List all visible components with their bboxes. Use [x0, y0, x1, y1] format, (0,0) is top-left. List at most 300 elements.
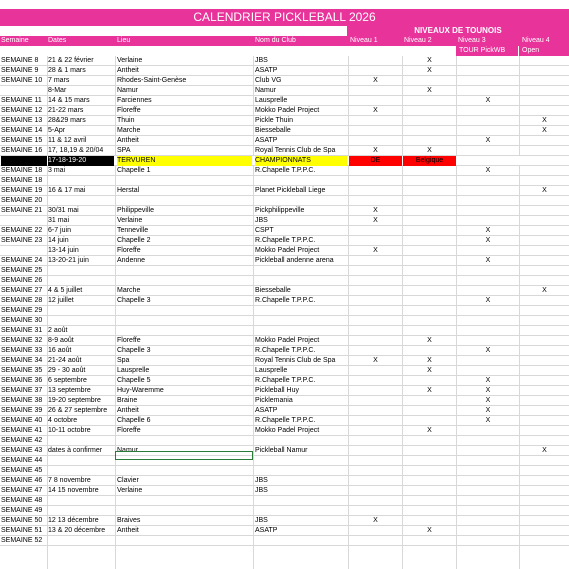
cell-lieu[interactable]: Herstal: [117, 187, 140, 194]
cell-semaine[interactable]: SEMAINE 16: [1, 147, 43, 154]
cell-club[interactable]: [255, 536, 347, 546]
cell-n4[interactable]: [520, 206, 569, 216]
cell-semaine[interactable]: SEMAINE 23: [1, 237, 43, 244]
cell-semaine[interactable]: SEMAINE 12: [1, 107, 43, 114]
cell-club[interactable]: Namur: [255, 87, 277, 94]
cell-dates[interactable]: 4 & 5 juillet: [48, 287, 83, 294]
cell-lieu[interactable]: [117, 316, 252, 326]
cell-n1[interactable]: X: [373, 357, 378, 364]
cell-lieu[interactable]: Huy-Waremme: [117, 387, 164, 394]
cell-n4[interactable]: [520, 196, 569, 206]
cell-n4[interactable]: [520, 536, 569, 546]
cell-n4[interactable]: [520, 236, 569, 246]
cell-n3[interactable]: [457, 286, 519, 296]
cell-n1[interactable]: [349, 336, 402, 346]
cell-n4[interactable]: [520, 386, 569, 396]
cell-n2[interactable]: X: [427, 387, 432, 394]
cell-dates[interactable]: 8-9 août: [48, 337, 74, 344]
cell-n3[interactable]: [457, 216, 519, 226]
cell-n3[interactable]: [457, 116, 519, 126]
cell-lieu[interactable]: Chapelle 2: [117, 237, 151, 244]
cell-semaine[interactable]: SEMAINE 25: [1, 267, 43, 274]
cell-n4[interactable]: [520, 256, 569, 266]
cell-n1[interactable]: [349, 176, 402, 186]
cell-n1[interactable]: [349, 506, 402, 516]
cell-n4[interactable]: [520, 506, 569, 516]
cell-n1[interactable]: X: [373, 147, 378, 154]
cell-n3[interactable]: X: [485, 377, 491, 384]
cell-n3[interactable]: [457, 536, 519, 546]
cell-club[interactable]: Club VG: [255, 77, 282, 84]
cell-lieu[interactable]: Antheit: [117, 67, 139, 74]
cell-n4[interactable]: X: [542, 287, 547, 294]
cell-club[interactable]: R.Chapelle T.P.P.C.: [255, 297, 316, 304]
cell-n2[interactable]: [403, 486, 456, 496]
cell-semaine[interactable]: SEMAINE 50: [1, 517, 43, 524]
cell-dates[interactable]: 12 juillet: [48, 297, 74, 304]
cell-n1[interactable]: X: [373, 77, 378, 84]
cell-lieu[interactable]: Philippeville: [117, 207, 154, 214]
cell-n2[interactable]: [403, 466, 456, 476]
cell-dates[interactable]: 29 - 30 août: [48, 367, 86, 374]
cell-club[interactable]: R.Chapelle T.P.P.C.: [255, 417, 316, 424]
cell-semaine[interactable]: [1, 216, 47, 226]
cell-club[interactable]: ASATP: [255, 407, 278, 414]
cell-n1[interactable]: [349, 196, 402, 206]
cell-semaine[interactable]: SEMAINE 24: [1, 257, 43, 264]
cell-dates[interactable]: 10-11 octobre: [48, 427, 91, 434]
cell-semaine[interactable]: SEMAINE 43: [1, 447, 43, 454]
cell-n3[interactable]: [457, 316, 519, 326]
cell-club[interactable]: R.Chapelle T.P.P.C.: [255, 167, 316, 174]
cell-dates[interactable]: 14 & 15 mars: [48, 97, 90, 104]
cell-dates[interactable]: 12 13 décembre: [48, 517, 99, 524]
cell-club[interactable]: Lausprelle: [255, 97, 288, 104]
cell-lieu[interactable]: Chapelle 1: [117, 167, 151, 174]
cell-n1[interactable]: [349, 256, 402, 266]
cell-lieu[interactable]: Floreffe: [117, 247, 141, 254]
cell-lieu[interactable]: [117, 536, 252, 546]
cell-n4[interactable]: [520, 416, 569, 426]
cell-semaine[interactable]: SEMAINE 46: [1, 477, 43, 484]
cell-semaine[interactable]: [1, 246, 47, 256]
cell-n2[interactable]: [403, 96, 456, 106]
col-header-niveau2[interactable]: Niveau 2: [404, 37, 432, 44]
cell-semaine[interactable]: SEMAINE 31: [1, 327, 43, 334]
cell-club[interactable]: Biesseballe: [255, 287, 291, 294]
cell-n3[interactable]: [457, 76, 519, 86]
cell-n3[interactable]: [457, 126, 519, 136]
cell-semaine[interactable]: SEMAINE 39: [1, 407, 43, 414]
cell-lieu[interactable]: TERVUREN: [117, 156, 252, 166]
cell-n2[interactable]: [403, 236, 456, 246]
cell-n4[interactable]: [520, 316, 569, 326]
cell-n2[interactable]: [403, 416, 456, 426]
cell-lieu[interactable]: SPA: [117, 147, 131, 154]
cell-n2[interactable]: [403, 216, 456, 226]
cell-semaine[interactable]: SEMAINE 47: [1, 487, 43, 494]
cell-semaine[interactable]: SEMAINE 11: [1, 97, 42, 104]
cell-dates[interactable]: 30/31 mai: [48, 207, 79, 214]
cell-dates[interactable]: 7 8 novembre: [48, 477, 91, 484]
cell-semaine[interactable]: SEMAINE 27: [1, 287, 43, 294]
cell-lieu[interactable]: Lausprelle: [117, 367, 150, 374]
cell-n4[interactable]: [520, 96, 569, 106]
cell-n4[interactable]: [520, 456, 569, 466]
cell-n4[interactable]: [520, 326, 569, 336]
cell-n3[interactable]: [457, 476, 519, 486]
cell-club[interactable]: [255, 306, 347, 316]
cell-club[interactable]: Lausprelle: [255, 367, 288, 374]
cell-n3[interactable]: [457, 306, 519, 316]
cell-semaine[interactable]: SEMAINE 30: [1, 317, 43, 324]
cell-n4[interactable]: [520, 156, 569, 166]
cell-dates[interactable]: 8-Mar: [48, 87, 67, 94]
cell-n2[interactable]: [403, 276, 456, 286]
cell-semaine[interactable]: SEMAINE 42: [1, 437, 43, 444]
cell-n2[interactable]: [403, 116, 456, 126]
cell-club[interactable]: Royal Tennis Club de Spa: [255, 357, 336, 364]
cell-club[interactable]: ASATP: [255, 527, 278, 534]
cell-lieu[interactable]: Verlaine: [117, 487, 143, 494]
cell-n3[interactable]: X: [485, 97, 491, 104]
cell-n1[interactable]: [349, 366, 402, 376]
cell-semaine[interactable]: SEMAINE 41: [1, 427, 43, 434]
cell-n1[interactable]: [349, 316, 402, 326]
cell-dates[interactable]: 13-14 juin: [48, 247, 79, 254]
cell-n1[interactable]: [349, 346, 402, 356]
col-header-dates[interactable]: Dates: [48, 37, 67, 44]
cell-n1[interactable]: X: [373, 207, 378, 214]
cell-dates[interactable]: 6 septembre: [48, 377, 87, 384]
cell-n1[interactable]: [349, 186, 402, 196]
cell-dates[interactable]: 14 juin: [48, 237, 69, 244]
cell-n1[interactable]: [349, 496, 402, 506]
cell-dates[interactable]: 13-20-21 juin: [48, 257, 89, 264]
cell-n3[interactable]: [457, 336, 519, 346]
cell-n2[interactable]: X: [427, 147, 432, 154]
cell-n3[interactable]: [457, 446, 519, 456]
cell-club[interactable]: Mokko Padel Project: [255, 337, 320, 344]
cell-semaine[interactable]: SEMAINE 18: [1, 167, 43, 174]
cell-n1[interactable]: [349, 96, 402, 106]
cell-dates[interactable]: [48, 276, 114, 286]
cell-n3[interactable]: [457, 156, 519, 166]
cell-n2[interactable]: [403, 306, 456, 316]
cell-n3[interactable]: [457, 526, 519, 536]
cell-n3[interactable]: [457, 516, 519, 526]
cell-n2[interactable]: X: [427, 357, 432, 364]
cell-club[interactable]: Pickle Thuin: [255, 117, 294, 124]
cell-n2[interactable]: [403, 166, 456, 176]
cell-n4[interactable]: [520, 376, 569, 386]
cell-semaine[interactable]: SEMAINE 44: [1, 457, 43, 464]
cell-n3[interactable]: [457, 246, 519, 256]
cell-n1[interactable]: [349, 266, 402, 276]
col-header-semaine[interactable]: Semaine: [1, 37, 29, 44]
cell-semaine[interactable]: SEMAINE 38: [1, 397, 43, 404]
cell-semaine[interactable]: SEMAINE 20: [1, 197, 43, 204]
cell-n4[interactable]: [520, 516, 569, 526]
cell-lieu[interactable]: [117, 276, 252, 286]
cell-n1[interactable]: DE: [349, 156, 402, 166]
cell-dates[interactable]: 17, 18,19 & 20/04: [48, 147, 104, 154]
cell-lieu[interactable]: Marche: [117, 287, 141, 294]
cell-dates[interactable]: [48, 266, 114, 276]
cell-club[interactable]: CHAMPIONNATS: [255, 156, 347, 166]
cell-lieu[interactable]: Namur: [117, 447, 139, 454]
cell-semaine[interactable]: SEMAINE 26: [1, 277, 43, 284]
cell-n1[interactable]: [349, 126, 402, 136]
cell-selection[interactable]: [115, 451, 253, 460]
cell-club[interactable]: JBS: [255, 517, 268, 524]
cell-lieu[interactable]: Tenneville: [117, 227, 149, 234]
cell-n4[interactable]: [520, 136, 569, 146]
cell-club[interactable]: [255, 196, 347, 206]
cell-semaine[interactable]: SEMAINE 15: [1, 137, 43, 144]
cell-n3[interactable]: [457, 86, 519, 96]
cell-n4[interactable]: [520, 356, 569, 366]
cell-n3[interactable]: [457, 66, 519, 76]
cell-n4[interactable]: [520, 336, 569, 346]
cell-n4[interactable]: X: [542, 187, 547, 194]
cell-club[interactable]: Planet Pickleball Liege: [255, 187, 326, 194]
cell-n4[interactable]: [520, 246, 569, 256]
cell-n1[interactable]: [349, 446, 402, 456]
cell-n2[interactable]: [403, 436, 456, 446]
cell-dates[interactable]: 11 & 12 avril: [48, 137, 87, 144]
cell-club[interactable]: CSPT: [255, 227, 274, 234]
cell-n4[interactable]: [520, 106, 569, 116]
cell-lieu[interactable]: Antheit: [117, 137, 139, 144]
cell-n3[interactable]: X: [485, 257, 491, 264]
cell-n2[interactable]: X: [427, 527, 432, 534]
cell-n2[interactable]: Belgique: [403, 156, 456, 166]
cell-lieu[interactable]: Rhodes-Saint-Genèse: [117, 77, 187, 84]
cell-club[interactable]: [255, 436, 347, 446]
cell-n1[interactable]: [349, 116, 402, 126]
cell-club[interactable]: [255, 466, 347, 476]
cell-semaine[interactable]: SEMAINE 40: [1, 417, 43, 424]
cell-club[interactable]: JBS: [255, 487, 268, 494]
cell-n1[interactable]: [349, 466, 402, 476]
cell-dates[interactable]: 13 septembre: [48, 387, 91, 394]
cell-n2[interactable]: [403, 126, 456, 136]
cell-n2[interactable]: [403, 446, 456, 456]
cell-dates[interactable]: [48, 176, 114, 186]
cell-n1[interactable]: X: [373, 517, 378, 524]
cell-semaine[interactable]: SEMAINE 32: [1, 337, 43, 344]
cell-club[interactable]: [255, 506, 347, 516]
cell-n3[interactable]: [457, 366, 519, 376]
cell-dates[interactable]: 16 août: [48, 347, 72, 354]
cell-n1[interactable]: [349, 226, 402, 236]
col-header-niveau1[interactable]: Niveau 1: [350, 37, 378, 44]
cell-semaine[interactable]: [1, 156, 47, 166]
cell-n2[interactable]: [403, 246, 456, 256]
cell-n2[interactable]: [403, 296, 456, 306]
cell-semaine[interactable]: SEMAINE 10: [1, 77, 43, 84]
cell-n4[interactable]: [520, 276, 569, 286]
cell-dates[interactable]: 17-18-19-20: [48, 156, 114, 166]
cell-club[interactable]: [255, 266, 347, 276]
cell-n3[interactable]: [457, 146, 519, 156]
cell-n2[interactable]: [403, 316, 456, 326]
cell-semaine[interactable]: SEMAINE 35: [1, 367, 43, 374]
cell-lieu[interactable]: Clavier: [117, 477, 139, 484]
cell-n4[interactable]: [520, 486, 569, 496]
cell-lieu[interactable]: [117, 506, 252, 516]
cell-n1[interactable]: [349, 436, 402, 446]
cell-n3[interactable]: [457, 56, 519, 66]
cell-lieu[interactable]: Namur: [117, 87, 139, 94]
cell-lieu[interactable]: Verlaine: [117, 57, 143, 64]
cell-dates[interactable]: [48, 496, 114, 506]
cell-club[interactable]: JBS: [255, 217, 268, 224]
cell-n2[interactable]: X: [427, 87, 432, 94]
cell-club[interactable]: Biesseballe: [255, 127, 291, 134]
cell-club[interactable]: [255, 456, 347, 466]
cell-n3[interactable]: [457, 436, 519, 446]
cell-n2[interactable]: [403, 516, 456, 526]
cell-semaine[interactable]: SEMAINE 34: [1, 357, 43, 364]
cell-n2[interactable]: X: [427, 367, 432, 374]
cell-lieu[interactable]: Chapelle 5: [117, 377, 151, 384]
cell-n4[interactable]: [520, 226, 569, 236]
cell-club[interactable]: Mokko Padel Project: [255, 247, 320, 254]
cell-semaine[interactable]: SEMAINE 19: [1, 187, 43, 194]
cell-n4[interactable]: [520, 306, 569, 316]
cell-n2[interactable]: [403, 476, 456, 486]
cell-club[interactable]: R.Chapelle T.P.P.C.: [255, 237, 316, 244]
cell-n4[interactable]: X: [542, 447, 547, 454]
cell-semaine[interactable]: SEMAINE 48: [1, 497, 43, 504]
cell-lieu[interactable]: Braives: [117, 517, 141, 524]
cell-n2[interactable]: [403, 186, 456, 196]
cell-n2[interactable]: [403, 346, 456, 356]
cell-n1[interactable]: [349, 536, 402, 546]
cell-semaine[interactable]: SEMAINE 14: [1, 127, 43, 134]
col-header-niveau4[interactable]: Niveau 4: [522, 37, 550, 44]
cell-club[interactable]: Pickphilippeville: [255, 207, 305, 214]
cell-dates[interactable]: 21-22 mars: [48, 107, 84, 114]
cell-n2[interactable]: [403, 536, 456, 546]
cell-n1[interactable]: X: [373, 217, 378, 224]
cell-dates[interactable]: 31 mai: [48, 217, 70, 224]
cell-n2[interactable]: [403, 76, 456, 86]
cell-club[interactable]: Royal Tennis Club de Spa: [255, 147, 336, 154]
cell-semaine[interactable]: SEMAINE 18: [1, 177, 43, 184]
cell-dates[interactable]: 3 mai: [48, 167, 66, 174]
cell-n1[interactable]: [349, 486, 402, 496]
cell-n4[interactable]: [520, 466, 569, 476]
cell-n1[interactable]: [349, 376, 402, 386]
cell-n2[interactable]: [403, 496, 456, 506]
cell-n4[interactable]: [520, 166, 569, 176]
cell-n2[interactable]: X: [427, 67, 432, 74]
cell-dates[interactable]: [48, 196, 114, 206]
cell-n3[interactable]: X: [485, 407, 491, 414]
cell-n1[interactable]: [349, 136, 402, 146]
cell-dates[interactable]: 4 octobre: [48, 417, 78, 424]
cell-club[interactable]: ASATP: [255, 137, 278, 144]
cell-n3[interactable]: X: [485, 297, 491, 304]
cell-n3[interactable]: X: [485, 347, 491, 354]
cell-lieu[interactable]: Antheit: [117, 527, 139, 534]
col-header-niveau3[interactable]: Niveau 3: [458, 37, 486, 44]
cell-club[interactable]: Pickleball Huy: [255, 387, 299, 394]
cell-n3[interactable]: [457, 186, 519, 196]
cell-n1[interactable]: X: [373, 247, 378, 254]
cell-semaine[interactable]: SEMAINE 9: [1, 67, 39, 74]
cell-dates[interactable]: 16 & 17 mai: [48, 187, 86, 194]
cell-n3[interactable]: [457, 456, 519, 466]
cell-semaine[interactable]: [1, 86, 47, 96]
cell-semaine[interactable]: SEMAINE 51: [1, 527, 43, 534]
cell-n3[interactable]: X: [485, 167, 491, 174]
cell-club[interactable]: [255, 326, 347, 336]
cell-dates[interactable]: 21-24 août: [48, 357, 82, 364]
cell-n3[interactable]: [457, 466, 519, 476]
cell-club[interactable]: R.Chapelle T.P.P.C.: [255, 347, 316, 354]
cell-club[interactable]: JBS: [255, 57, 268, 64]
cell-n4[interactable]: [520, 266, 569, 276]
cell-dates[interactable]: 28 & 1 mars: [48, 67, 86, 74]
cell-n2[interactable]: [403, 226, 456, 236]
cell-n4[interactable]: [520, 216, 569, 226]
cell-n1[interactable]: [349, 286, 402, 296]
cell-n1[interactable]: [349, 396, 402, 406]
cell-lieu[interactable]: Spa: [117, 357, 130, 364]
cell-n3[interactable]: [457, 356, 519, 366]
cell-n3[interactable]: [457, 506, 519, 516]
cell-lieu[interactable]: Farciennes: [117, 97, 152, 104]
cell-club[interactable]: [255, 276, 347, 286]
cell-n4[interactable]: [520, 346, 569, 356]
cell-n4[interactable]: X: [542, 127, 547, 134]
cell-n1[interactable]: [349, 386, 402, 396]
cell-dates[interactable]: 14 15 novembre: [48, 487, 99, 494]
cell-n1[interactable]: [349, 416, 402, 426]
cell-n2[interactable]: [403, 376, 456, 386]
cell-semaine[interactable]: SEMAINE 45: [1, 467, 43, 474]
cell-dates[interactable]: [48, 316, 114, 326]
cell-n3[interactable]: [457, 326, 519, 336]
cell-dates[interactable]: 5-Apr: [48, 127, 66, 134]
cell-club[interactable]: ASATP: [255, 67, 278, 74]
cell-semaine[interactable]: SEMAINE 22: [1, 227, 43, 234]
cell-dates[interactable]: 7 mars: [48, 77, 70, 84]
cell-n2[interactable]: X: [427, 57, 432, 64]
cell-n2[interactable]: X: [427, 427, 432, 434]
cell-club[interactable]: R.Chapelle T.P.P.C.: [255, 377, 316, 384]
cell-n3[interactable]: X: [485, 237, 491, 244]
cell-dates[interactable]: [48, 436, 114, 446]
cell-n2[interactable]: [403, 136, 456, 146]
cell-n2[interactable]: [403, 256, 456, 266]
cell-n2[interactable]: [403, 266, 456, 276]
cell-n2[interactable]: [403, 286, 456, 296]
cell-club[interactable]: JBS: [255, 477, 268, 484]
cell-n4[interactable]: [520, 86, 569, 96]
cell-n4[interactable]: [520, 426, 569, 436]
cell-n4[interactable]: [520, 176, 569, 186]
cell-lieu[interactable]: Antheit: [117, 407, 139, 414]
cell-n4[interactable]: [520, 296, 569, 306]
cell-n1[interactable]: [349, 526, 402, 536]
cell-n1[interactable]: [349, 306, 402, 316]
cell-n2[interactable]: [403, 456, 456, 466]
